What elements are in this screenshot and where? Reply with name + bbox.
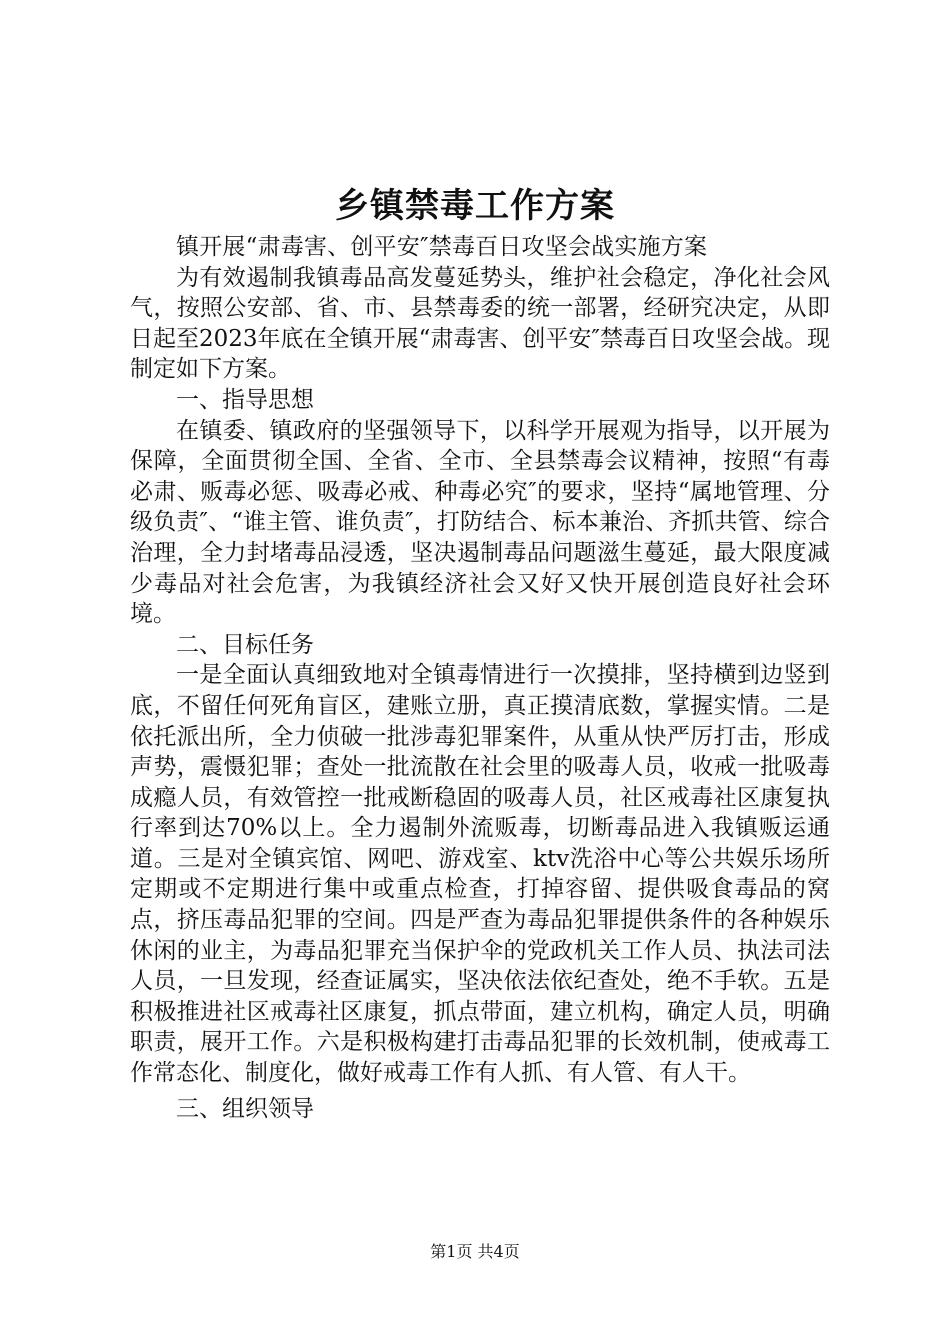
document-title: 乡镇禁毒工作方案 (335, 186, 615, 226)
section-heading-objectives: 二、目标任务 (176, 631, 314, 658)
document-body (130, 232, 830, 1124)
page-number-footer: 第1页 共4页 (430, 1242, 520, 1261)
document-subtitle: 镇开展“肃毒害、创平安″禁毒百日攻坚会战实施方案 (176, 234, 708, 260)
section-heading-organization: 三、组织领导 (176, 1095, 314, 1122)
section-body-objectives: 一是全面认真细致地对全镇毒情进行一次摸排，坚持横到边竖到底，不留任何死角盲区，建账立册，真正摸清底数，掌握实情。二是依托派出所，全力侦破一批涉毒犯罪案件，从重从快严厉打击，形成声势，震慑犯罪；查处一批流散在社会里的吸毒人员，收戒一批吸毒成瘾人员，有效管控一批戒断稳固的吸毒人员，社区戒毒社区康复执行率到达70%以上。全力遏制外流贩毒，切断毒品进入我镇贩运通道。三是对全镇宾馆、网吧、游戏室、ktv洗浴中心等公共娱乐场所定期或不定期进行集中或重点检查，打掉容留、提供吸食毒品的窝点，挤压毒品犯罪的空间。四是严查为毒品犯罪提供条件的各种娱乐休闲的业主，为毒品犯罪充当保护伞的党政机关工作人员、执法司法人员，一旦发现，经查证属实，坚决依法依纪查处，绝不手软。五是积极推进社区戒毒社区康复，抓点带面，建立机构，确定人员，明确职责，展开工作。六是积极构建打击毒品犯罪的长效机制，使戒毒工作常态化、制度化，做好戒毒工作有人抓、有人管、有人干。 (130, 662, 830, 1087)
section-body-guiding-ideology: 在镇委、镇政府的坚强领导下，以科学开展观为指导，以开展为保障，全面贯彻全国、全省、全市、全县禁毒会议精神，按照“有毒必肃、贩毒必惩、吸毒必戒、种毒必究″的要求，坚持“属地管理、分级负责″、“谁主管、谁负责″，打防结合、标本兼治、齐抓共管、综合治理，全力封堵毒品浸透，坚决遏制毒品问题滋生蔓延，最大限度减少毒品对社会危害，为我镇经济社会又好又快开展创造良好社会环境。 (130, 417, 830, 628)
section-heading-guiding-ideology: 一、指导思想 (176, 386, 314, 413)
intro-paragraph: 为有效遏制我镇毒品高发蔓延势头，维护社会稳定，净化社会风气，按照公安部、省、市、县禁毒委的统一部署，经研究决定，从即日起至2023年底在全镇开展“肃毒害、创平安″禁毒百日攻坚会战。现制定如下方案。 (130, 264, 830, 383)
